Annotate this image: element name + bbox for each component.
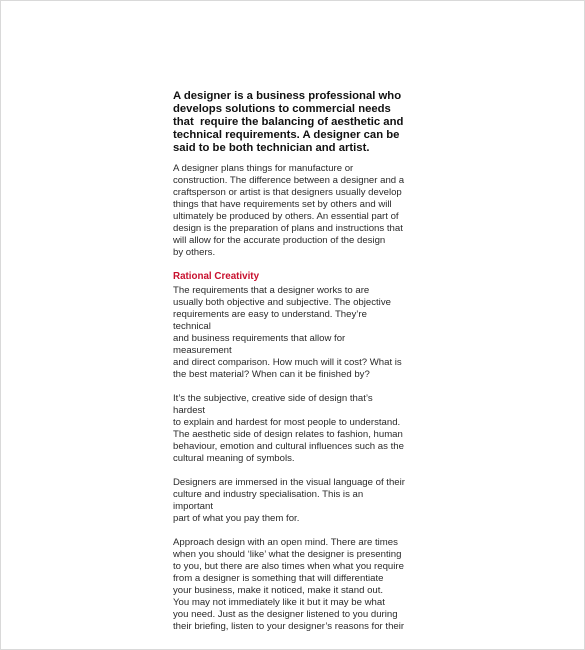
body-paragraph-2: The requirements that a designer works to are usually both objective and subjective. The objective requirements are easy to understand. They’re technical and business requirements that allow for measurement and direct comparison. How much will it cost? What is the best material? When can it be finished by?: [173, 284, 402, 380]
body-paragraph-1: A designer plans things for manufacture or construction. The difference between a designer and a craftsperson or artist is that designers usually develop things that have requirements set by others and will ultimately be produced by others. An essential part of design is the preparation of plans and instructions that will allow for the accurate production of the design by others.: [173, 162, 405, 258]
body-paragraph-4: Designers are immersed in the visual language of their culture and industry specialisation. This is an important part of what you pay them for.: [173, 476, 405, 524]
text-column: [173, 90, 405, 645]
body-paragraph-3: It’s the subjective, creative side of design that’s hardest to explain and hardest for most people to understand. The aesthetic side of design relates to fashion, human behaviour, emotion and cultural influences such as the cultural meaning of symbols.: [173, 392, 404, 464]
body-paragraph-5: Approach design with an open mind. There are times when you should ‘like’ what the designer is presenting to you, but there are also times when what you require from a designer is something that will differentiate your business, make it noticed, make it stand out. You may not immediately like it but it may be what you need. Just as the designer listened to you during their briefing, listen to your designer’s reasons for their: [173, 536, 405, 632]
intro-paragraph: A designer is a business professional who develops solutions to commercial needs that require the balancing of aesthetic and technical requirements. A designer can be said to be both technician and artist.: [173, 90, 404, 154]
section-heading: Rational Creativity: [173, 270, 260, 282]
